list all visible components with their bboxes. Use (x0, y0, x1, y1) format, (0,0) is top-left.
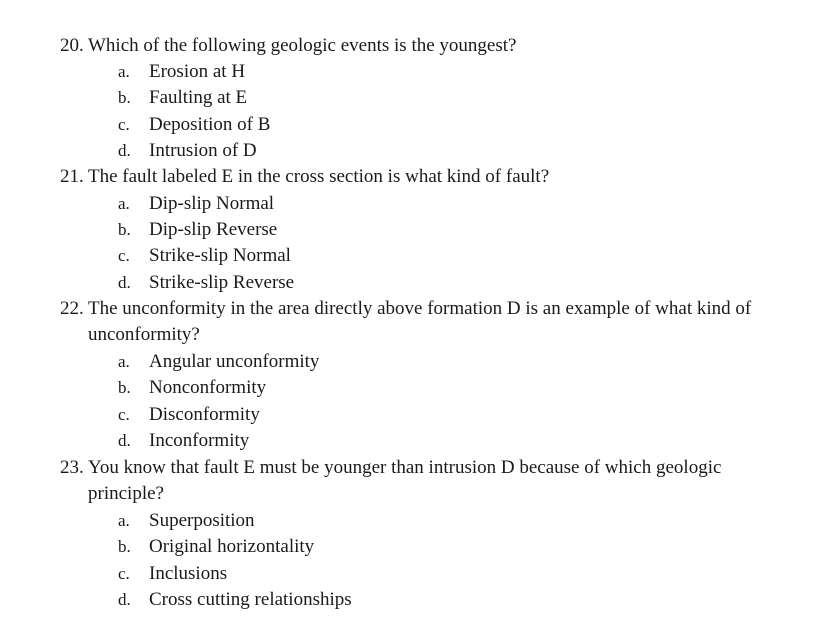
option-22-d (118, 428, 249, 454)
option-letter: d. (118, 431, 131, 450)
option-letter: a. (118, 62, 130, 81)
option-23-a (118, 508, 255, 534)
option-text: Inconformity (149, 430, 250, 451)
option-text: Erosion at H (149, 61, 246, 82)
option-text: Strike-slip Reverse (149, 272, 295, 293)
option-letter: a. (118, 194, 130, 213)
option-letter: b. (118, 88, 131, 107)
option-text: Faulting at E (149, 87, 248, 108)
option-text: Disconformity (149, 404, 260, 425)
option-text: Original horizontality (149, 536, 315, 557)
option-22-a (118, 349, 319, 375)
option-21-c (118, 243, 291, 269)
option-20-d (118, 138, 257, 164)
option-text: Inclusions (149, 563, 228, 584)
question-text: The fault labeled E in the cross section is what kind of fault? (88, 166, 550, 187)
question-text: Which of the following geologic events is the youngest? (88, 35, 517, 56)
option-text: Superposition (149, 510, 255, 531)
question-number: 21. (60, 166, 84, 187)
option-text: Angular unconformity (149, 351, 320, 372)
option-letter: b. (118, 220, 131, 239)
option-21-b (118, 217, 277, 243)
option-letter: c. (118, 246, 130, 265)
question-number: 23. (60, 457, 84, 478)
option-text: Dip-slip Normal (149, 193, 275, 214)
option-text: Nonconformity (149, 377, 267, 398)
option-letter: a. (118, 511, 130, 530)
option-letter: c. (118, 564, 130, 583)
option-20-c (118, 112, 270, 138)
option-letter: a. (118, 352, 130, 371)
option-text: Cross cutting relationships (149, 589, 352, 610)
question-number: 20. (60, 35, 84, 56)
option-20-b (118, 85, 247, 111)
option-20-a (118, 59, 245, 85)
option-letter: b. (118, 537, 131, 556)
option-text: Dip-slip Reverse (149, 219, 278, 240)
option-text: Intrusion of D (149, 140, 257, 161)
option-letter: d. (118, 590, 131, 609)
option-21-d (118, 270, 294, 296)
question-20 (60, 33, 800, 59)
question-number: 22. (60, 298, 84, 319)
question-21 (60, 164, 800, 190)
option-letter: b. (118, 378, 131, 397)
option-23-b (118, 534, 314, 560)
option-letter: c. (118, 405, 130, 424)
option-22-b (118, 375, 266, 401)
option-letter: d. (118, 141, 131, 160)
option-text: Deposition of B (149, 114, 271, 135)
option-23-c (118, 561, 227, 587)
option-letter: c. (118, 115, 130, 134)
option-23-d (118, 587, 352, 613)
option-22-c (118, 402, 260, 428)
option-letter: d. (118, 273, 131, 292)
option-text: Strike-slip Normal (149, 245, 291, 266)
option-21-a (118, 191, 274, 217)
question-text: You know that fault E must be younger than intrusion D because of which geologic principle? (88, 457, 722, 504)
question-23 (60, 455, 800, 507)
question-text: The unconformity in the area directly above formation D is an example of what kind of unconformity? (88, 298, 752, 345)
question-22 (60, 296, 800, 348)
